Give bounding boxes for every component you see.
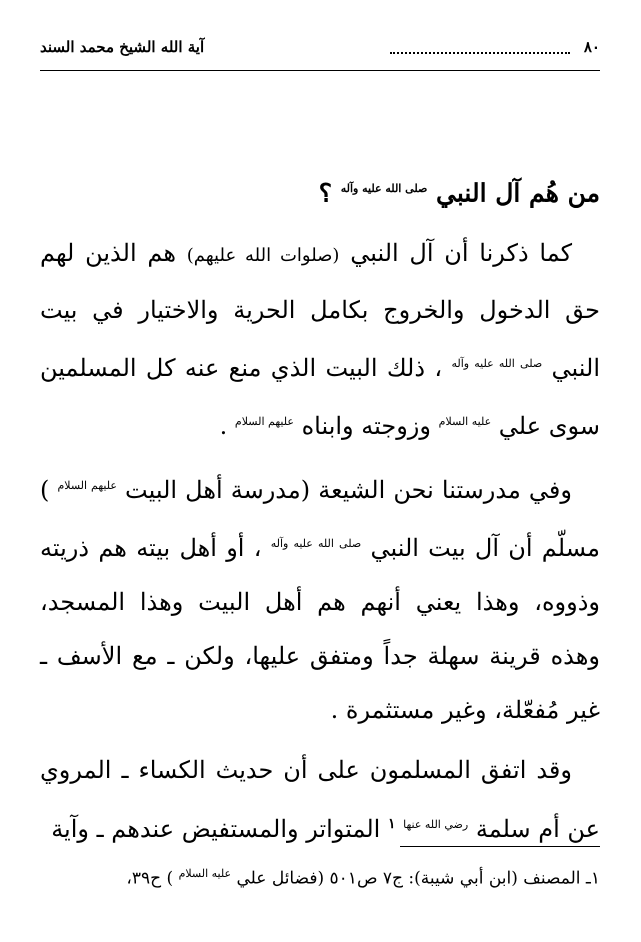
- heading-text: من هُم آل النبي: [436, 178, 600, 208]
- paragraph-2: [40, 459, 600, 737]
- text-run: ، ذلك البيت الذي منع عنه كل المسلمين سوى علي: [40, 354, 600, 441]
- text-run: ) مسلّم أن آل بيت النبي: [40, 476, 600, 563]
- text-run: (صلوات الله عليهم): [186, 245, 340, 267]
- text-run: هم الذين لهم حق الدخول والخروج بكامل الحرية والاختيار في بيت النبي: [40, 239, 600, 383]
- text-run: كما ذكرنا أن آل النبي: [350, 239, 573, 268]
- footnote: [40, 860, 600, 893]
- heading-question-mark: ؟: [318, 178, 332, 208]
- footnote-reference[interactable]: ١: [387, 816, 396, 833]
- paragraph-3: [40, 743, 600, 856]
- main-text: [40, 162, 600, 862]
- footnote-text: ١ـ المصنف (ابن أبي شيبة): ج٧ ص٥٠١ (فضائل علي: [236, 868, 600, 889]
- footnote-rule: [400, 846, 600, 847]
- honorific-glyph: صلى الله عليه وآله: [270, 537, 362, 551]
- text-run: .: [219, 412, 228, 441]
- text-run: المتواتر والمستفيض عندهم ـ وآية: [51, 815, 381, 844]
- header-rule: [40, 70, 600, 71]
- paragraph-1: [40, 226, 600, 453]
- text-run: وزوجته وابناه: [301, 412, 431, 441]
- honorific-glyph: عليهم السلام: [57, 479, 117, 493]
- honorific-glyph: صلى الله عليه وآله: [451, 357, 543, 371]
- header-dot-leader: [390, 40, 570, 54]
- honorific-glyph: صلى الله عليه وآله: [340, 182, 428, 195]
- section-heading: [40, 162, 600, 220]
- honorific-glyph: عليه السلام: [178, 867, 232, 880]
- page-header: [40, 38, 600, 64]
- text-run: وفي مدرستنا نحن الشيعة (مدرسة أهل البيت: [125, 476, 572, 505]
- running-title: آية الله الشيخ محمد السند: [40, 38, 205, 56]
- text-run: وقد اتفق المسلمون على أن حديث الكساء ـ المروي عن أم سلمة: [40, 756, 600, 844]
- honorific-glyph: رضي الله عنها: [403, 818, 469, 832]
- page-number: ٨٠: [583, 38, 600, 56]
- honorific-glyph: عليهم السلام: [234, 415, 294, 429]
- honorific-glyph: عليه السلام: [438, 415, 492, 429]
- text-run: ، أو أهل بيته هم ذريته وذووه، وهذا يعني أنهم هم أهل البيت وهذا المسجد، وهذه قرينة سهلة جداً ومتفق عليها، ولكن ـ مع الأسف ـ غير مُفعّلة، وغير مستثمرة .: [40, 534, 600, 725]
- footnote-text: ) ح٣٩،: [126, 868, 174, 889]
